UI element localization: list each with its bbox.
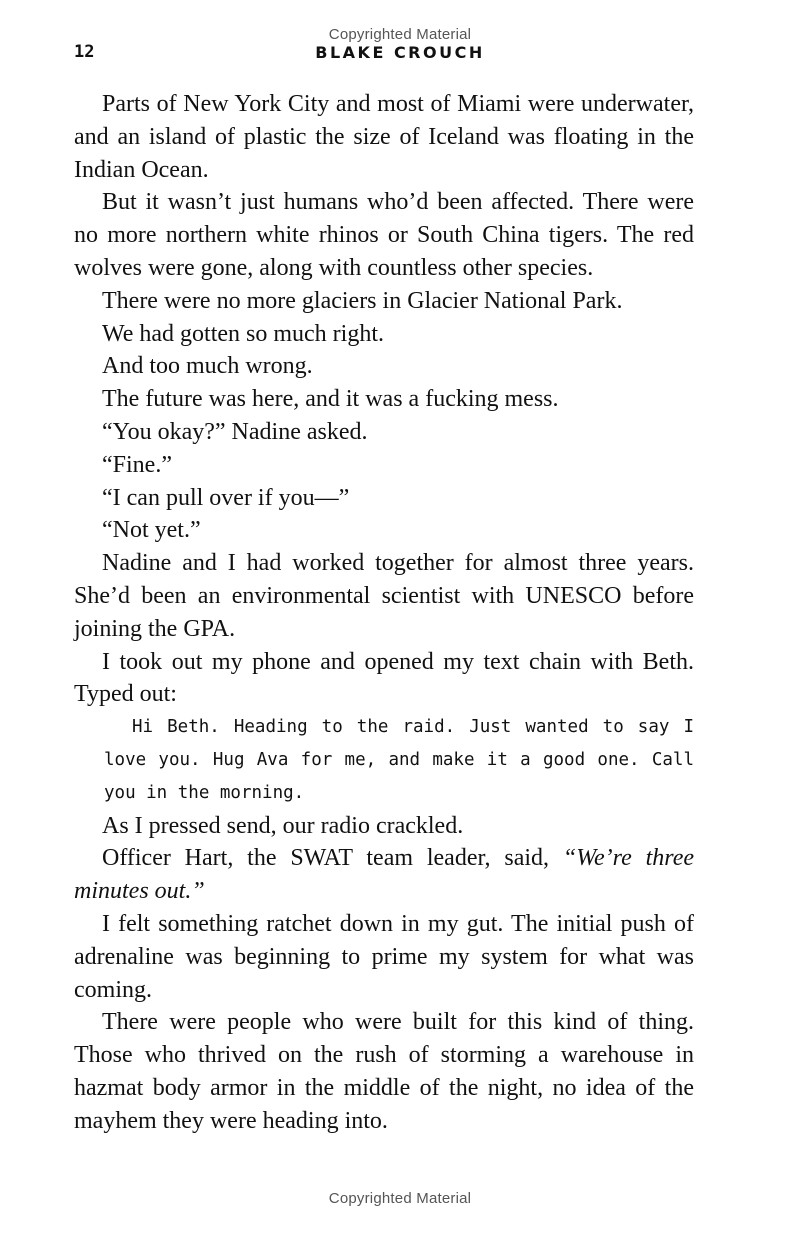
paragraph: “I can pull over if you—” [102, 484, 350, 511]
running-head-author: BLAKE CROUCH [315, 43, 485, 62]
text-message: Hi Beth. Heading to the raid. Just wanted to say I love you. Hug Ava for me, and make it a good one. Call you in the morning. [104, 717, 694, 803]
paragraph: We had gotten so much right. [102, 320, 385, 347]
paragraph [74, 842, 694, 908]
paragraph: I felt something ratchet down in my gut. The initial push of adrenaline was beginning to prime my system for what was coming. [74, 910, 694, 1003]
dialogue-attribution: Officer Hart, the SWAT team leader, said, [102, 845, 563, 872]
paragraph: Parts of New York City and most of Miami were underwater, and an island of plastic the size of Iceland was floating in the Indian Ocean. [74, 91, 694, 183]
copyright-watermark-bottom: Copyrighted Material [328, 1190, 472, 1207]
page-number: 12 [74, 42, 95, 62]
paragraph: There were people who were built for this kind of thing. Those who thrived on the rush of storming a warehouse in hazmat body armor in the middle of the night, no idea of the mayhem they were heading into. [74, 1009, 694, 1134]
paragraph: As I pressed send, our radio crackled. [102, 812, 464, 839]
copyright-watermark-top: Copyrighted Material [328, 26, 472, 43]
paragraph: “Fine.” [102, 451, 172, 478]
paragraph: “Not yet.” [102, 517, 201, 544]
paragraph: I took out my phone and opened my text chain with Beth. Typed out: [74, 648, 694, 708]
paragraph: Nadine and I had worked together for almost three years. She’d been an environmental scientist with UNESCO before joining the GPA. [74, 550, 694, 642]
paragraph: But it wasn’t just humans who’d been affected. There were no more northern white rhinos or South China tigers. The red wolves were gone, along with countless other species. [74, 189, 694, 281]
paragraph: “You okay?” Nadine asked. [102, 418, 368, 445]
paragraph: There were no more glaciers in Glacier National Park. [102, 287, 623, 314]
radio-quote: “We’re three minutes out.” [74, 845, 694, 905]
paragraph: And too much wrong. [102, 353, 313, 380]
body-text [74, 88, 694, 1138]
paragraph: The future was here, and it was a fucking mess. [102, 386, 559, 413]
